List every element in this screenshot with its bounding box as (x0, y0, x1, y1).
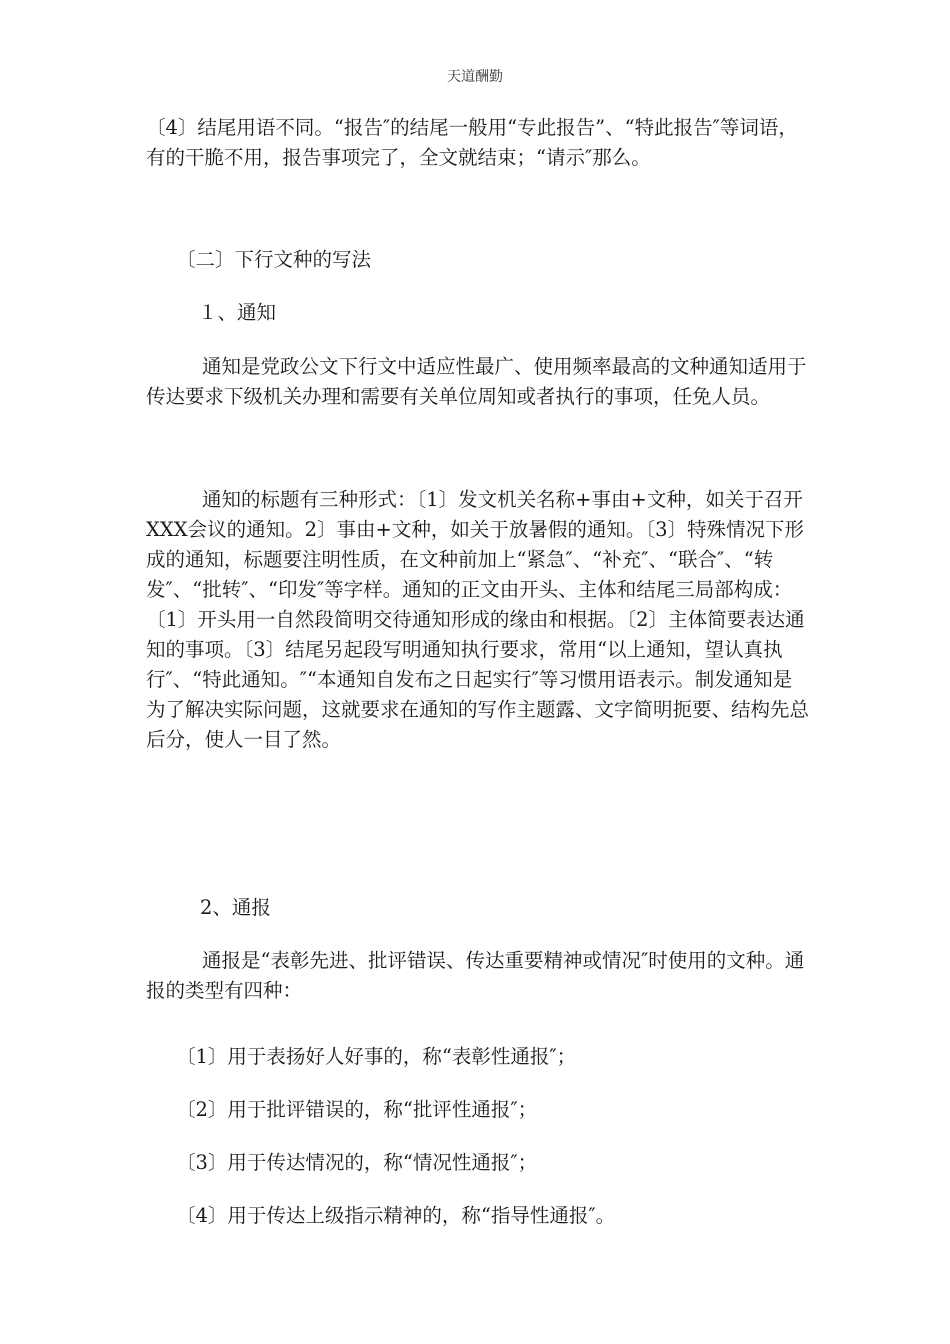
paragraph-notice-definition: 通知是党政公文下行文中适应性最广、使用频率最高的文种通知适用于传达要求下级机关办理和需要有关单位周知或者执行的事项，任免人员。 (146, 355, 807, 408)
paragraph-bulletin-definition: 通报是“表彰先进、批评错误、传达重要精神或情况″时使用的文种。通报的类型有四种： (146, 949, 805, 1002)
section-heading-downward: 〔二〕下行文种的写法 (176, 248, 372, 271)
list-item-bulletin-type-3: 〔3〕用于传达情况的，称“情况性通报″； (176, 1151, 538, 1174)
paragraph-conclusion-difference: 〔4〕结尾用语不同。“报告″的结尾一般用“专此报告”、“特此报告″等词语，有的干脆不用，报告事项完了，全文就结束；“请示″那么。 (146, 116, 798, 169)
paragraph-notice-title-forms: 通知的标题有三种形式：〔1〕发文机关名称+事由+文种，如关于召开XXX会议的通知。2〕事由+文种，如关于放暑假的通知。〔3〕特殊情况下形成的通知，标题要注明性质，在文种前加上“紧急″、“补充″、“联合″、“转发″、“批转″、“印发″等字样。通知的正文由开头、主体和结尾三局部构成：〔1〕开头用一自然段简明交待通知形成的缘由和根据。〔2〕主体简要表达通知的事项。〔3〕结尾另起段写明通知执行要求，常用“以上通知，望认真执行″、“特此通知。″“本通知自发布之日起实行″等习惯用语表示。制发通知是为了解决实际问题，这就要求在通知的写作主题露、文字简明扼要、结构先总后分，使人一目了然。 (146, 488, 810, 751)
list-item-bulletin-type-2: 〔2〕用于批评错误的，称“批评性通报″； (176, 1098, 538, 1121)
list-item-bulletin-type-1: 〔1〕用于表扬好人好事的，称“表彰性通报″； (176, 1045, 577, 1068)
subheading-bulletin: 2、通报 (200, 896, 271, 919)
list-item-bulletin-type-4: 〔4〕用于传达上级指示精神的，称“指导性通报″。 (176, 1204, 616, 1227)
page-header: 天道酬勤 (447, 69, 503, 85)
subheading-notice: １、通知 (198, 301, 277, 324)
